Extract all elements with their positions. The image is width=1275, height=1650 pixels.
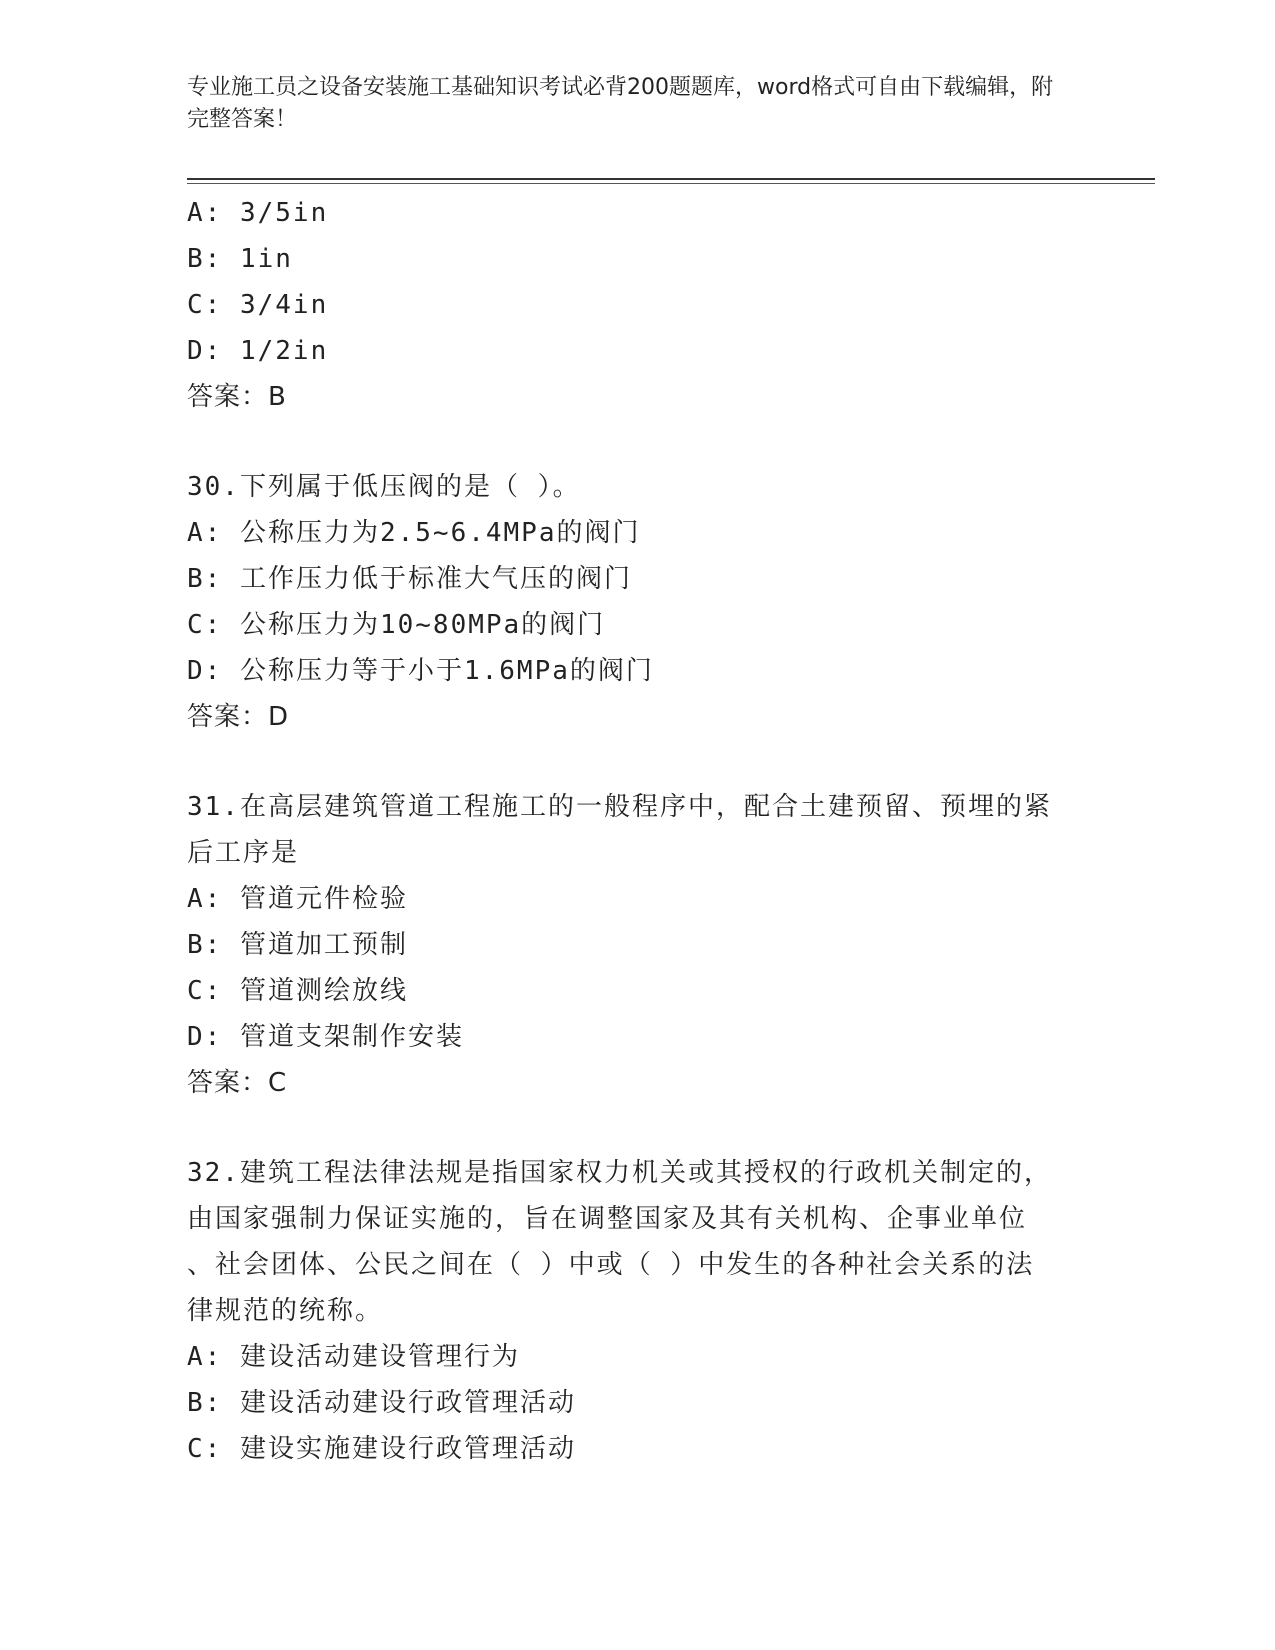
question-30-block: [187, 464, 1087, 740]
option-c: C: 管道测绘放线: [187, 976, 408, 1006]
answer-label: 答案：C: [187, 1068, 288, 1098]
option-a: A: 公称压力为2.5~6.4MPa的阀门: [187, 518, 641, 548]
question-stem-line-1: 31.在高层建筑管道工程施工的一般程序中，配合土建预留、预埋的紧: [187, 792, 1052, 822]
question-29-block: [187, 190, 1087, 420]
header-divider-thin: [187, 183, 1155, 184]
header-divider-thick: [187, 178, 1155, 180]
option-c: C: 3/4in: [187, 290, 329, 320]
option-d: D: 1/2in: [187, 336, 329, 366]
question-stem-line-1: 32.建筑工程法律法规是指国家权力机关或其授权的行政机关制定的，: [187, 1158, 1052, 1188]
question-stem-line-2: 后工序是: [187, 838, 300, 868]
question-stem-line-3: 、社会团体、公民之间在（ ）中或（ ）中发生的各种社会关系的法: [187, 1250, 1035, 1280]
option-c: C: 公称压力为10~80MPa的阀门: [187, 610, 606, 640]
question-stem-line-2: 由国家强制力保证实施的，旨在调整国家及其有关机构、企事业单位: [187, 1204, 1028, 1234]
question-stem: 30.下列属于低压阀的是（ ）。: [187, 472, 581, 502]
question-31-block: [187, 784, 1087, 1106]
option-a: A: 管道元件检验: [187, 884, 408, 914]
question-32-block: [187, 1150, 1087, 1472]
document-title: 专业施工员之设备安装施工基础知识考试必背200题题库，word格式可自由下载编辑，附完整答案！: [187, 75, 1054, 132]
option-a: A: 3/5in: [187, 198, 329, 228]
option-b: B: 1in: [187, 244, 293, 274]
option-d: D: 管道支架制作安装: [187, 1022, 464, 1052]
question-list: [187, 190, 1087, 1472]
option-c: C: 建设实施建设行政管理活动: [187, 1434, 576, 1464]
option-d: D: 公称压力等于小于1.6MPa的阀门: [187, 656, 654, 686]
answer-label: 答案：D: [187, 702, 290, 732]
option-b: B: 建设活动建设行政管理活动: [187, 1388, 576, 1418]
answer-label: 答案：B: [187, 382, 287, 412]
question-stem-line-4: 律规范的统称。: [187, 1296, 384, 1326]
option-b: B: 管道加工预制: [187, 930, 408, 960]
option-a: A: 建设活动建设管理行为: [187, 1342, 520, 1372]
option-b: B: 工作压力低于标准大气压的阀门: [187, 564, 632, 594]
